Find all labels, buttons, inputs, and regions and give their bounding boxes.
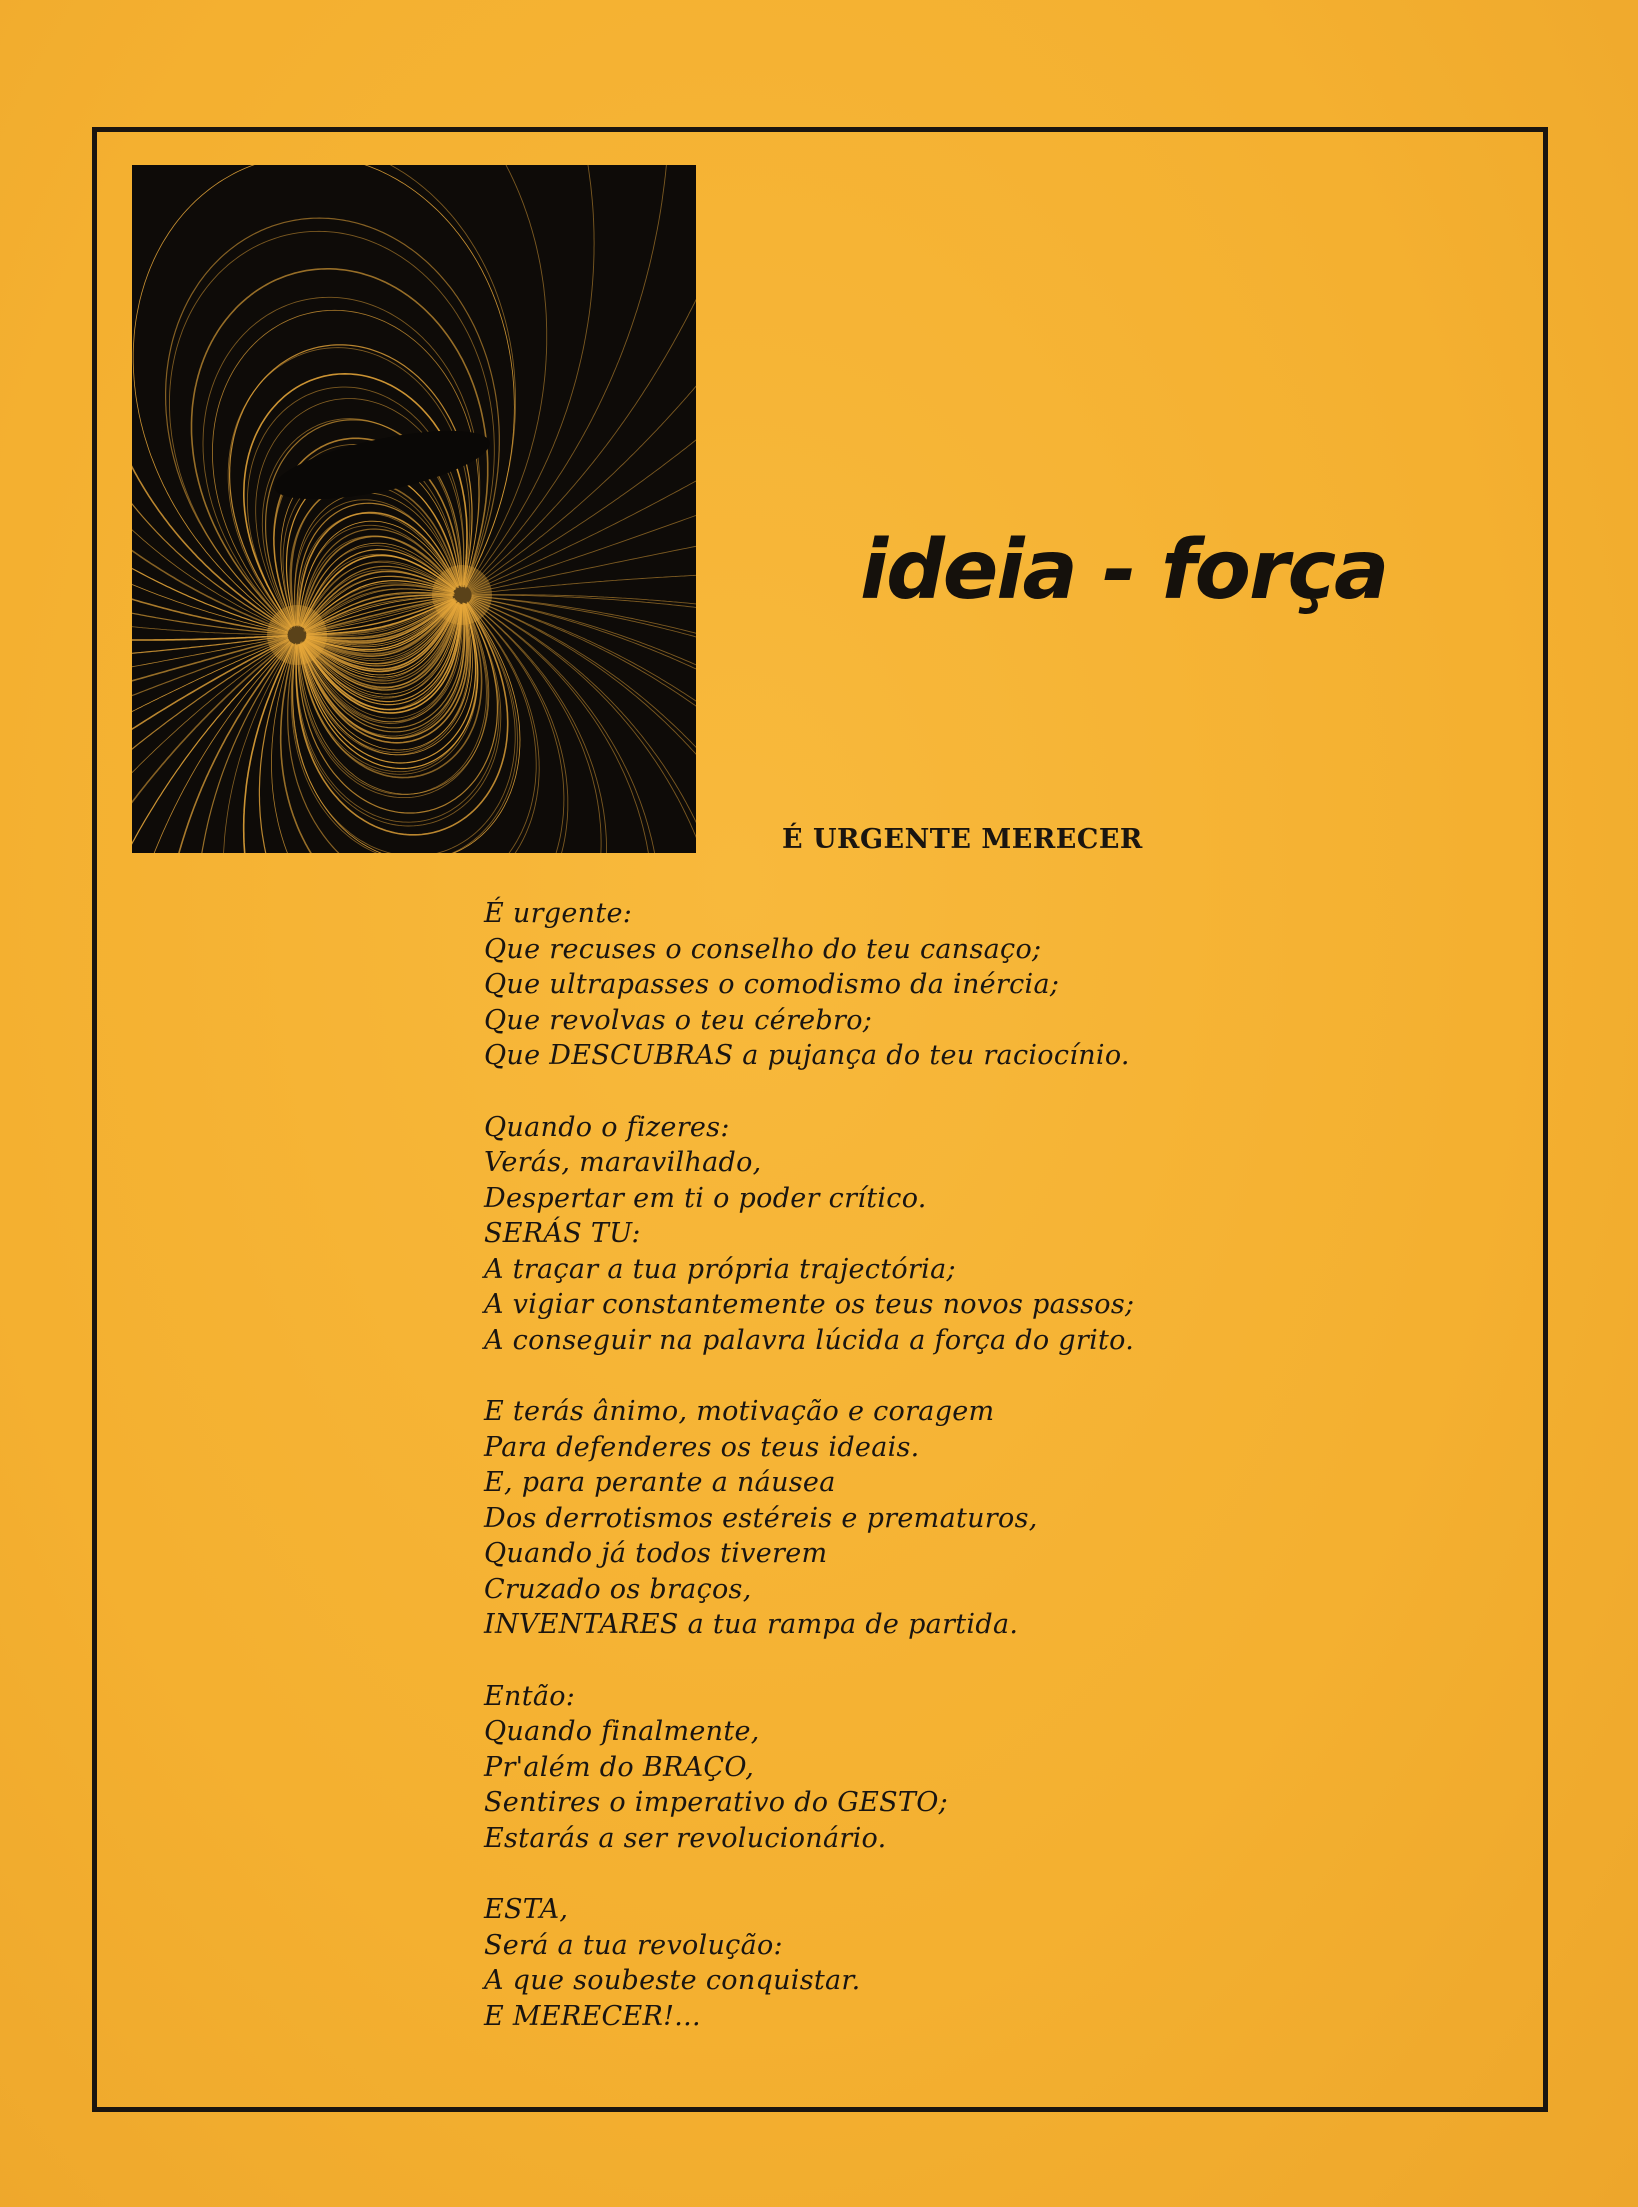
field-line bbox=[132, 479, 288, 631]
poem-line: Para defenderes os teus ideais. bbox=[484, 1431, 920, 1463]
field-line bbox=[472, 508, 697, 592]
field-line bbox=[470, 601, 651, 853]
headline-title: ideia - força bbox=[860, 523, 1388, 618]
poem-line: Então: bbox=[484, 1680, 576, 1712]
poem-line: A que soubeste conquistar. bbox=[484, 1965, 861, 1996]
poem-line: SERÁS TU: bbox=[484, 1218, 641, 1249]
poem-line: É urgente: bbox=[484, 898, 633, 929]
dark-band bbox=[269, 417, 495, 514]
field-line bbox=[472, 542, 696, 593]
field-line bbox=[244, 644, 293, 853]
poem-line: A vigiar constantemente os teus novos passos; bbox=[484, 1289, 1135, 1320]
magnet-pole bbox=[267, 605, 327, 665]
poem-line: Cruzado os braços, bbox=[484, 1573, 752, 1605]
poem-line: Sentires o imperativo do GESTO; bbox=[484, 1787, 949, 1818]
poem-line: A conseguir na palavra lúcida a força do grito. bbox=[484, 1324, 1135, 1356]
field-line bbox=[132, 641, 289, 828]
magnetic-field-lines-image bbox=[132, 165, 696, 853]
poem-line: Que DESCUBRAS a pujança do teu raciocínio. bbox=[484, 1040, 1130, 1071]
field-line bbox=[132, 637, 287, 670]
poem-line: Verás, maravilhado, bbox=[484, 1147, 762, 1178]
poem-line: E MERECER!... bbox=[484, 2000, 701, 2032]
poem-stanza bbox=[484, 896, 1484, 1074]
field-line bbox=[471, 600, 696, 853]
field-line bbox=[132, 638, 288, 703]
poem-line: Despertar em ti o poder crítico. bbox=[484, 1182, 927, 1214]
poem-line: Quando finalmente, bbox=[484, 1716, 760, 1747]
field-line bbox=[471, 600, 696, 853]
poem-line: E terás ânimo, motivação e coragem bbox=[484, 1396, 995, 1427]
poem-line: INVENTARES a tua rampa de partida. bbox=[484, 1609, 1019, 1640]
poem-line: Dos derrotismos estéreis e prematuros, bbox=[484, 1502, 1038, 1534]
poem-line: Quando já todos tiverem bbox=[484, 1538, 828, 1569]
poem-line: Que revolvas o teu cérebro; bbox=[484, 1004, 873, 1036]
poem-stanza bbox=[484, 1679, 1484, 1857]
field-line bbox=[471, 426, 696, 590]
poem-line: Pr'além do BRAÇO, bbox=[484, 1751, 755, 1783]
field-line bbox=[469, 165, 668, 588]
poem-line: A traçar a tua própria trajectória; bbox=[484, 1253, 956, 1285]
field-line bbox=[467, 165, 546, 587]
poem-line: ESTA, bbox=[484, 1894, 569, 1925]
poem-body bbox=[484, 896, 1484, 2070]
poem-title: É URGENTE MERECER bbox=[782, 824, 1143, 855]
poem-line: Que recuses o conselho do teu cansaço; bbox=[484, 933, 1042, 965]
poem-line: Será a tua revolução: bbox=[484, 1929, 783, 1961]
field-line bbox=[133, 165, 514, 629]
field-line bbox=[147, 642, 290, 853]
poem-stanza bbox=[484, 1110, 1484, 1359]
field-line bbox=[472, 575, 696, 594]
poem-line: Que ultrapasses o comodismo da inércia; bbox=[484, 969, 1060, 1000]
magnet-pole bbox=[432, 565, 492, 625]
poem-line: Quando o fizeres: bbox=[484, 1111, 730, 1143]
poem-line: Estarás a ser revolucionário. bbox=[484, 1822, 887, 1854]
poem-stanza bbox=[484, 1892, 1484, 2034]
poem-line: E, para perante a náusea bbox=[484, 1467, 836, 1498]
magnetic-field-illustration bbox=[132, 165, 696, 853]
field-line bbox=[472, 596, 696, 638]
poem-stanza bbox=[484, 1394, 1484, 1643]
field-line bbox=[472, 595, 696, 610]
